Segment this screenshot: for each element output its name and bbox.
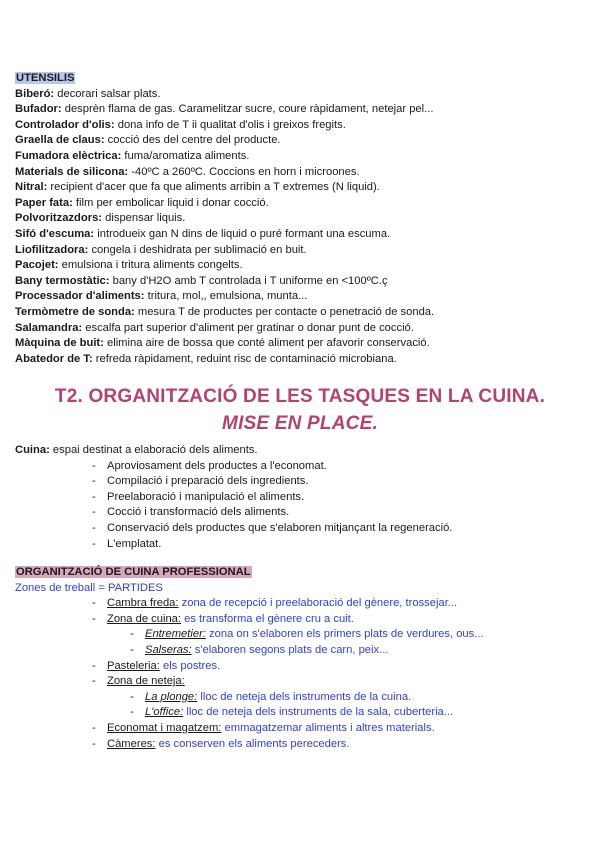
utensil-item: Bufador: desprèn flama de gas. Caramelitzar sucre, coure ràpidament, netejar pel... xyxy=(15,103,434,116)
list-item: - Entremetier: zona on s'elaboren els primers plats de verdures, ous... xyxy=(130,628,484,641)
list-item: - L'emplatat. xyxy=(92,537,162,550)
utensil-item: Nitral: recipient d'acer que fa que aliments arribin a T extremes (N liquid). xyxy=(15,181,380,194)
utensil-item: Liofilitzadora: congela i deshidrata per sublimació en buit. xyxy=(15,243,307,256)
list-item: - L'office: lloc de neteja dels instruments de la sala, cuberteria... xyxy=(130,706,454,719)
utensil-item: Fumadora elèctrica: fuma/aromatiza aliments. xyxy=(15,149,250,162)
utensil-item: Processador d'aliments: tritura, mol,, emulsiona, munta... xyxy=(15,290,308,303)
list-item: - Conservació dels productes que s'elaboren mitjançant la regeneració. xyxy=(92,521,453,534)
chapter-title-line2: MISE EN PLACE. xyxy=(222,413,378,434)
cuina-desc: espai destinat a elaboració dels aliments. xyxy=(49,444,258,456)
cuina-term: Cuina: xyxy=(15,444,50,456)
list-item: - Zona de neteja: xyxy=(92,675,185,688)
utensil-item: Paper fata: film per embolicar liquid i donar cocció. xyxy=(15,196,269,209)
list-item: - Càmeres: es conserven els aliments pereceders. xyxy=(92,737,350,750)
utensil-item: Màquina de buit: elimina aire de bossa que conté aliment per afavorir conservació. xyxy=(15,337,430,350)
organitzacio-heading: ORGANITZACIÓ DE CUINA PROFESSIONAL xyxy=(16,566,251,578)
zones-line: Zones de treball = PARTIDES xyxy=(15,581,163,594)
utensil-item: Pacojet: emulsiona i tritura aliments congelts. xyxy=(15,259,243,272)
list-item: - La plonge: lloc de neteja dels instruments de la cuina. xyxy=(130,690,412,703)
chapter-title xyxy=(0,383,600,437)
utensil-item: Termòmetre de sonda: mesura T de productes per contacte o penetració de sonda. xyxy=(15,305,435,318)
utensil-item: Controlador d'olis: dona info de T ii qualitat d'olis i greixos fregits. xyxy=(15,118,346,131)
list-item: - Salseras: s'elaboren segons plats de carn, peix... xyxy=(130,643,389,656)
cuina-section xyxy=(15,443,585,552)
list-item: - Cocció i transformació dels aliments. xyxy=(92,506,290,519)
list-item: - Aproviosament dels productes a l'economat. xyxy=(92,459,327,472)
chapter-title-line1: T2. ORGANITZACIÓ DE LES TASQUES EN LA CUINA. xyxy=(54,386,546,407)
utensilis-section xyxy=(15,71,585,367)
utensil-item: Biberó: decorari salsar plats. xyxy=(15,87,161,100)
utensil-item: Salamandra: escalfa part superior d'aliment per gratinar o donar punt de cocció. xyxy=(15,321,414,334)
organitzacio-section xyxy=(15,565,585,752)
utensil-item: Bany termostàtic: bany d'H2O amb T controlada i T uniforme en <100ºC.ç xyxy=(15,274,388,287)
list-item: - Zona de cuina: es transforma el gènere cru a cuit. xyxy=(92,612,354,625)
utensil-item: Materials de silicona: -40ºC a 260ºC. Coccions en horn i microones. xyxy=(15,165,360,178)
utensil-item: Polvoritzazdors: dispensar liquis. xyxy=(15,212,186,225)
partides-list xyxy=(15,596,585,752)
list-item: - Pasteleria: els postres. xyxy=(92,659,221,672)
list-item: - Cambra freda: zona de recepció i preelaboració del gènere, trossejar... xyxy=(92,597,458,610)
list-item: - Compilació i preparació dels ingredients. xyxy=(92,475,309,488)
utensil-item: Graella de claus: cocció des del centre del producte. xyxy=(15,134,281,147)
utensil-item: Sifó d'escuma: introdueix gan N dins de liquid o puré formant una escuma. xyxy=(15,227,391,240)
cuina-list xyxy=(15,459,585,553)
utensilis-heading: UTENSILIS xyxy=(16,72,75,84)
list-item: - Economat i magatzem: emmagatzemar aliments i altres materials. xyxy=(92,721,435,734)
list-item: - Preelaboració i manipulació el aliments. xyxy=(92,490,305,503)
utensil-item: Abatedor de T: refreda ràpidament, reduint risc de contaminació microbiana. xyxy=(15,352,397,365)
